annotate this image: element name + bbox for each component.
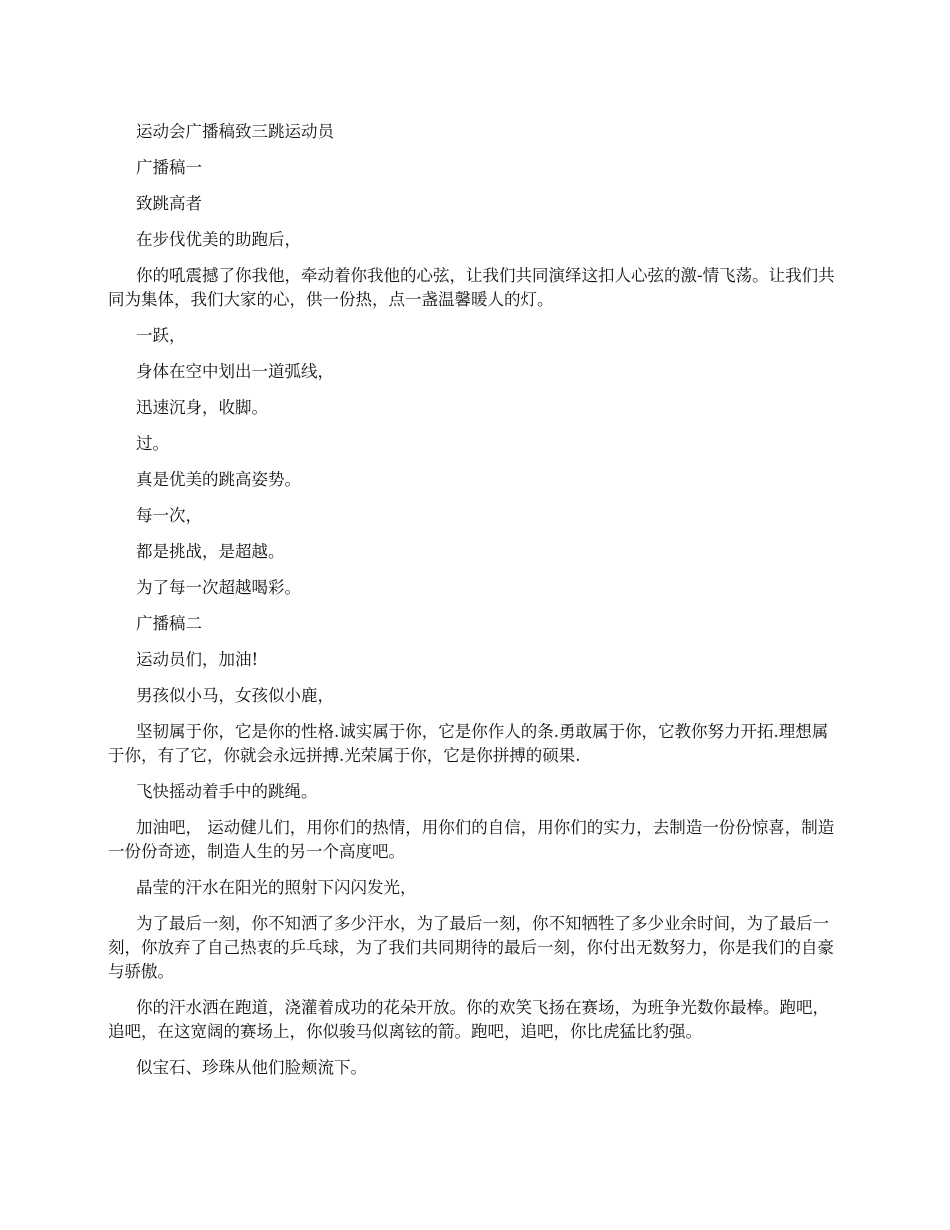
paragraph: 加油吧， 运动健儿们，用你们的热情，用你们的自信，用你们的实力，去制造一份份惊喜，制造一份份奇迹，制造人生的另一个高度吧。 [108, 818, 835, 861]
paragraph: 飞快摇动着手中的跳绳。 [136, 782, 318, 801]
paragraph: 坚韧属于你，它是你的性格.诚实属于你，它是你作人的条.勇敢属于你，它教你努力开拓.理想属于你，有了它，你就会永远拼搏.光荣属于你，它是你拼搏的硕果. [108, 722, 829, 765]
sub-heading: 致跳高者 [136, 194, 202, 213]
paragraph: 晶莹的汗水在阳光的照射下闪闪发光， [136, 878, 417, 897]
paragraph: 在步伐优美的助跑后， [136, 230, 301, 249]
paragraph: 你的汗水洒在跑道，浇灌着成功的花朵开放。你的欢笑飞扬在赛场，为班争光数你最棒。跑吧，追吧，在这宽阔的赛场上，你似骏马似离铉的箭。跑吧，追吧，你比虎猛比豹强。 [108, 998, 829, 1041]
paragraph: 为了最后一刻，你不知洒了多少汗水，为了最后一刻，你不知牺牲了多少业余时间，为了最后一刻，你放弃了自己热衷的乒乓球，为了我们共同期待的最后一刻，你付出无数努力，你是我们的自豪与骄傲。 [108, 914, 834, 981]
paragraph: 真是优美的跳高姿势。 [136, 470, 301, 489]
paragraph: 身体在空中划出一道弧线， [136, 362, 334, 381]
paragraph: 过。 [136, 434, 169, 453]
paragraph: 每一次， [136, 506, 202, 525]
paragraph: 男孩似小马，女孩似小鹿， [136, 686, 334, 705]
paragraph: 都是挑战，是超越。 [136, 542, 285, 561]
paragraph: 一跃， [136, 326, 186, 345]
document-body [108, 120, 838, 1092]
section-heading: 广播稿一 [136, 158, 202, 177]
section-heading: 广播稿二 [136, 614, 202, 633]
paragraph: 迅速沉身，收脚。 [136, 398, 268, 417]
paragraph: 运动员们，加油! [136, 650, 259, 669]
paragraph: 似宝石、珍珠从他们脸颊流下。 [136, 1058, 367, 1077]
document-title: 运动会广播稿致三跳运动员 [136, 122, 334, 141]
paragraph: 为了每一次超越喝彩。 [136, 578, 301, 597]
paragraph: 你的吼震撼了你我他，牵动着你我他的心弦，让我们共同演绎这扣人心弦的激-情飞荡。让我们共同为集体，我们大家的心，供一份热，点一盏温馨暖人的灯。 [108, 266, 835, 309]
